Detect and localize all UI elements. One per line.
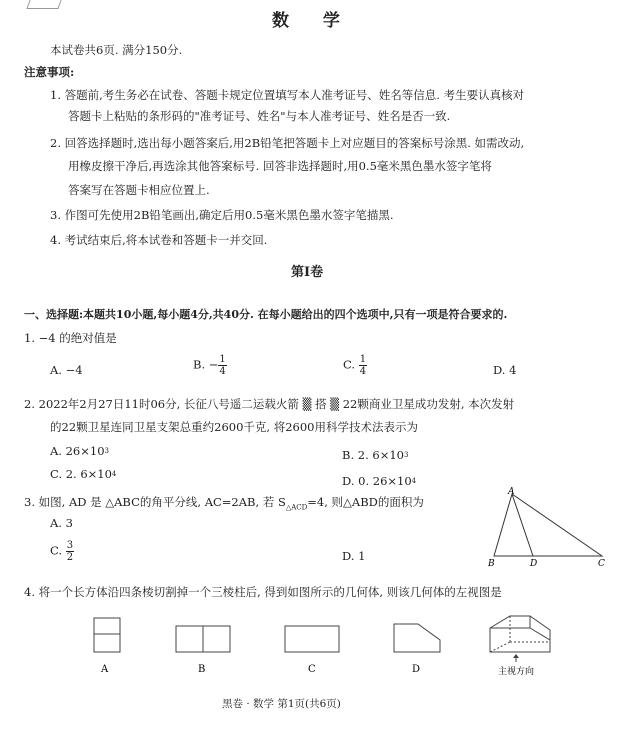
option-c-label: C bbox=[308, 664, 316, 675]
page-title: 数 学 bbox=[272, 11, 354, 31]
q1-option-c-fraction: $\frac{1}{4}$ bbox=[359, 354, 367, 377]
option-a-shape bbox=[94, 618, 120, 652]
option-c-shape bbox=[285, 626, 339, 652]
intro-line: 本试卷共6页. 满分150分. bbox=[50, 43, 183, 57]
option-d-shape bbox=[394, 624, 440, 652]
q1-option-c-label: C. bbox=[343, 357, 356, 372]
note-4: 4. 考试结束后,将本试卷和答题卡一并交回. bbox=[50, 233, 268, 247]
note-2-line-1: 2. 回答选择题时,选出每小题答案后,用2B铅笔把答题卡上对应题目的答案标号涂黑. 如需改动, bbox=[50, 136, 525, 150]
bisector-ad bbox=[512, 494, 533, 556]
label-c: C bbox=[598, 559, 605, 568]
label-d: D bbox=[530, 559, 538, 568]
q4-figures bbox=[80, 612, 560, 682]
option-a-label: A bbox=[101, 664, 109, 675]
q3-option-c-fraction: $\frac{3}{2}$ bbox=[66, 540, 74, 563]
corner-stamp bbox=[26, 0, 61, 9]
q2-option-d: D. 0. $26\times 10^4$ bbox=[342, 474, 417, 488]
q1-option-b-label: B. − bbox=[193, 357, 219, 372]
q4-stem: 4. 将一个长方体沿四条棱切割掉一个三棱柱后, 得到如图所示的几何体, 则该几何体的左视图是 bbox=[24, 585, 502, 599]
solid-figure bbox=[490, 616, 550, 652]
q3-option-a: A. 3 bbox=[50, 516, 73, 530]
section-title: 第Ⅰ卷 bbox=[291, 265, 324, 280]
triangle-figure bbox=[480, 486, 610, 568]
label-a: A bbox=[508, 487, 515, 497]
q2-line-2: 的22颗卫星连同卫星支架总重约2600千克, 将2600用科学技术法表示为 bbox=[50, 420, 418, 434]
q3-stem: 3. 如图, AD 是 △ABC的角平分线, AC=2AB, 若 $S_{\triangle ACD}=4$, 则△ABD的面积为 bbox=[24, 495, 424, 512]
q3-option-c: C. $\frac{3}{2}$ bbox=[50, 540, 74, 563]
q2-option-a: A. $26\times 10^3$ bbox=[50, 444, 109, 458]
direction-label: 主视方向 bbox=[498, 667, 535, 677]
option-d-label: D bbox=[412, 664, 421, 675]
q1-option-d: D. 4 bbox=[493, 363, 517, 377]
q3-option-d: D. 1 bbox=[342, 549, 366, 563]
q1-option-c bbox=[343, 354, 367, 377]
page-footer: 黑卷 · 数学 第1页(共6页) bbox=[222, 698, 341, 710]
label-b: B bbox=[488, 559, 495, 568]
q2-option-b: B. 2. $6\times 10^3$ bbox=[342, 448, 409, 462]
q1-option-b bbox=[193, 354, 227, 377]
option-b-label: B bbox=[198, 664, 206, 675]
notes-title: 注意事项: bbox=[24, 65, 75, 79]
note-1-line-1: 1. 答题前,考生务必在试卷、答题卡规定位置填写本人准考证号、姓名等信息. 考生要认真核对 bbox=[50, 88, 525, 102]
note-3: 3. 作图可先使用2B铅笔画出,确定后用0.5毫米黑色墨水签字笔描黑. bbox=[50, 208, 394, 222]
note-2-line-2: 用橡皮擦干净后,再选涂其他答案标号. 回答非选择题时,用0.5毫米黑色墨水签字笔将 bbox=[68, 159, 492, 173]
q1-option-a: A. −4 bbox=[50, 363, 83, 377]
triangle-abc bbox=[494, 494, 602, 556]
section-heading: 一、选择题:本题共10小题,每小题4分,共40分. 在每小题给出的四个选项中,只有一项是符合要求的. bbox=[24, 308, 508, 321]
q2-line-1: 2. 2022年2月27日11时06分, 长征八号遥二运载火箭 ▒ 搭 ▒ 22颗商业卫星成功发射, 本次发射 bbox=[24, 397, 515, 411]
q2-option-c: C. 2. $6\times 10^4$ bbox=[50, 467, 117, 481]
q1-option-b-fraction: $\frac{1}{4}$ bbox=[219, 354, 226, 377]
note-1-line-2: 答题卡上粘贴的条形码的"准考证号、姓名"与本人准考证号、姓名是否一致. bbox=[68, 109, 451, 123]
note-2-line-3: 答案写在答题卡相应位置上. bbox=[68, 183, 210, 197]
q1-stem: 1. −4 的绝对值是 bbox=[24, 331, 117, 345]
